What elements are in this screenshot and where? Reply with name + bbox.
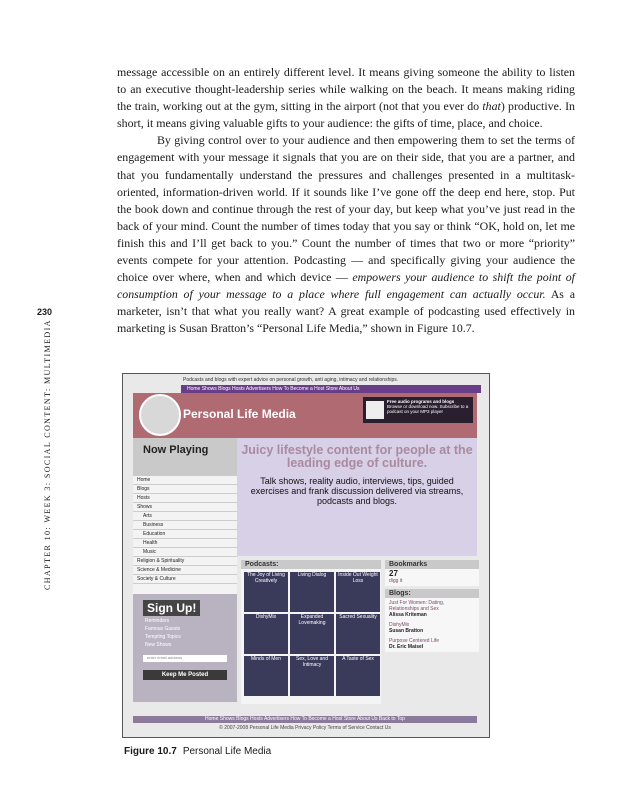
podcast-tile: Expanded Lovemaking	[290, 614, 334, 654]
signup-item: Famous Guests	[145, 626, 181, 632]
keep-me-posted-button: Keep Me Posted	[143, 670, 227, 680]
side-nav-item: Religion & Spirituality	[133, 557, 237, 566]
body-text	[117, 64, 575, 338]
hero-subtext: Talk shows, reality audio, interviews, tips, guided exercises and frank discussion delivered via streams, podcasts and blogs.	[250, 476, 464, 506]
emphasis-text: that	[482, 99, 501, 114]
podcast-tile: Inside Out Weight Loss	[336, 572, 380, 612]
page-number: 230	[37, 307, 53, 317]
podcast-tile: Sacred Sexuality	[336, 614, 380, 654]
blog-title: DishyMix	[389, 622, 410, 628]
body-paragraph	[117, 64, 575, 132]
blog-title: Just For Women: Dating, Relationships and Sex	[389, 600, 445, 612]
figure-caption	[124, 746, 271, 757]
now-playing-label: Now Playing	[133, 438, 237, 476]
hero-headline: Juicy lifestyle content for people at the leading edge of culture.	[241, 443, 473, 470]
side-nav-item: Society & Culture	[133, 575, 237, 584]
signup-item: New Shows	[145, 642, 172, 648]
personal-life-media-screenshot	[122, 373, 490, 738]
podcast-tile: DishyMix	[244, 614, 288, 654]
side-nav-item: Education	[133, 530, 237, 539]
promo-title: Free audio programs and blogs	[387, 399, 455, 404]
side-nav-item: Arts	[133, 512, 237, 521]
site-top-nav: Home Shows Blogs Hosts Advertisers How To Become a Host Store About Us	[181, 385, 481, 393]
right-column	[385, 560, 479, 704]
bookmarks-title: Bookmarks	[385, 560, 479, 569]
blog-item	[385, 636, 479, 652]
bookmarks-label: digg it	[389, 578, 403, 584]
bookmarks-content	[385, 569, 479, 586]
emphasis-text: empowers your audience to shift the point of consumption of your message to a place where full engagement can actually occur.	[117, 270, 575, 302]
side-nav-item: Hosts	[133, 494, 237, 503]
running-head: CHAPTER 10: WEEK 3: SOCIAL CONTENT: MULTIMEDIA	[43, 319, 52, 590]
bookmarks-box	[385, 560, 479, 586]
blog-author: Dr. Eric Maisel	[389, 644, 424, 650]
site-footer-nav: Home Shows Blogs Hosts Advertisers How To Become a Host Store About Us Back to Top	[133, 716, 477, 723]
signup-item: Tempting Topics	[145, 634, 181, 640]
signup-box	[133, 594, 237, 702]
side-nav-item: Health	[133, 539, 237, 548]
qr-code-icon	[366, 401, 384, 419]
podcast-tile: A Taste of Sex	[336, 656, 380, 696]
side-nav-item: Music	[133, 548, 237, 557]
signup-item: Reminders	[145, 618, 170, 624]
site-side-nav	[133, 476, 237, 594]
podcast-tile: Sex, Love and Intimacy	[290, 656, 334, 696]
site-header	[133, 393, 477, 438]
blogs-title: Blogs:	[385, 589, 479, 598]
blog-author: Susan Bratton	[389, 628, 424, 634]
paragraph-text: As a marketer, isn’t that what you really want? A great example of podcasting used effectively in marketing is Susan Bratton’s “Personal Life Media,” shown in Figure 10.7.	[117, 287, 575, 336]
podcast-tiles	[241, 569, 381, 699]
podcast-tile: Minds of Men	[244, 656, 288, 696]
side-nav-item: Shows	[133, 503, 237, 512]
podcasts-panel	[241, 560, 381, 704]
blog-item	[385, 620, 479, 636]
signup-email-input: enter email address	[143, 655, 227, 662]
blogs-box	[385, 589, 479, 652]
signup-title: Sign Up!	[143, 600, 200, 616]
paragraph-text: ) productive. In short, it means giving valuable gifts to your audience: the gifts of time, place, and choice.	[117, 99, 575, 131]
site-tagline: Podcasts and blogs with expert advice on personal growth, anti aging, intimacy and relationships.	[183, 377, 399, 383]
signup-items	[133, 617, 237, 649]
blogs-list	[385, 598, 479, 652]
blog-title: Purpose Centered Life	[389, 638, 440, 644]
podcast-tile: The Joy of Living Creatively	[244, 572, 288, 612]
side-nav-item: Science & Medicine	[133, 566, 237, 575]
paragraph-text: By giving control over to your audience and then empowering them to set the terms of engagement with your message it signals that you are on their side, that you are a partner, and that you fundamentally understand the pressures and challenges presented in a multitask-oriented, information-driven world. If it sounds like I’ve gone off the deep end here, stop. Put the book down and continue through the rest of your day, but keep what you’ve just read in the back of your mind. Count the number of times today that you say or think “OK, hold on, let me finish this and I’ll get back to you.” Count the number of times that two or more “priority” events compete for your attention. Podcasting — and specifically giving your audience the choice over where, when and which device —	[117, 133, 575, 285]
site-logo-text: Personal Life Media	[183, 407, 296, 421]
side-nav-item: Business	[133, 521, 237, 530]
caption-text: Personal Life Media	[182, 746, 272, 757]
logo-icon	[139, 394, 181, 436]
paragraph-text: message accessible on an entirely different level. It means giving someone the ability to listen to an executive thought-leadership series while walking on the beach. It means making riding the train, working out at the gym, sitting in the airport (not that you ever do	[117, 65, 575, 114]
site-footer-copy: © 2007-2008 Personal Life Media Privacy Policy Terms of Service Contact Us	[219, 725, 391, 731]
podcasts-title: Podcasts:	[241, 560, 381, 569]
bookmarks-count: 27	[389, 569, 398, 578]
blog-item	[385, 598, 479, 620]
hero-banner	[237, 438, 477, 556]
promo-sub: Browse or download now. Subscribe to a podcast on your MP3 player	[387, 404, 469, 414]
body-paragraph	[117, 132, 575, 337]
caption-label: Figure 10.7	[124, 746, 177, 757]
side-nav-item: Home	[133, 476, 237, 485]
blog-author: Alissa Kriteman	[389, 612, 427, 618]
side-nav-item: Blogs	[133, 485, 237, 494]
promo-box	[363, 397, 473, 423]
podcast-tile: Living Dialog	[290, 572, 334, 612]
